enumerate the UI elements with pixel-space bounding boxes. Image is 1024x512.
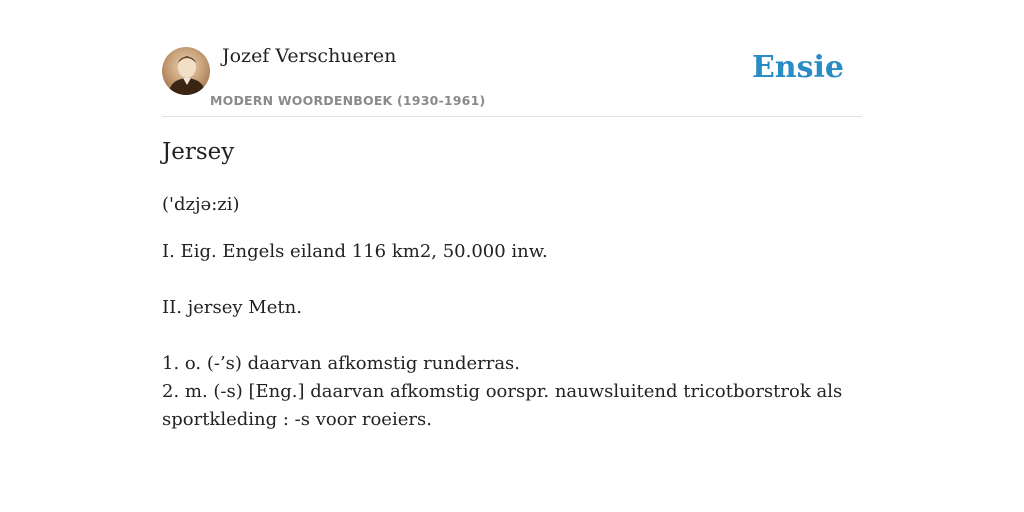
definition-line: II. jersey Metn.: [162, 297, 302, 318]
author-avatar[interactable]: [162, 47, 210, 95]
definition-line: 2. m. (-s) [Eng.] daarvan afkomstig oorspr. nauwsluitend tricotborstrok als: [162, 381, 843, 402]
entry-card: [162, 0, 862, 430]
entry-pronunciation: ('dzjə:zi): [162, 194, 240, 215]
source-label: MODERN WOORDENBOEK (1930-1961): [210, 93, 486, 108]
author-name-link[interactable]: Jozef Verschueren: [222, 45, 397, 67]
portrait-icon: [162, 47, 210, 95]
entry-header: [162, 0, 862, 117]
definition-line: 1. o. (-’s) daarvan afkomstig runderras.: [162, 353, 521, 374]
definition-line: I. Eig. Engels eiland 116 km2, 50.000 inw.: [162, 241, 548, 262]
ensie-logo[interactable]: Ensie: [751, 50, 844, 85]
definition-line: sportkleding : -s voor roeiers.: [162, 409, 432, 430]
entry-definition: [162, 238, 862, 434]
entry-term: Jersey: [162, 139, 235, 165]
